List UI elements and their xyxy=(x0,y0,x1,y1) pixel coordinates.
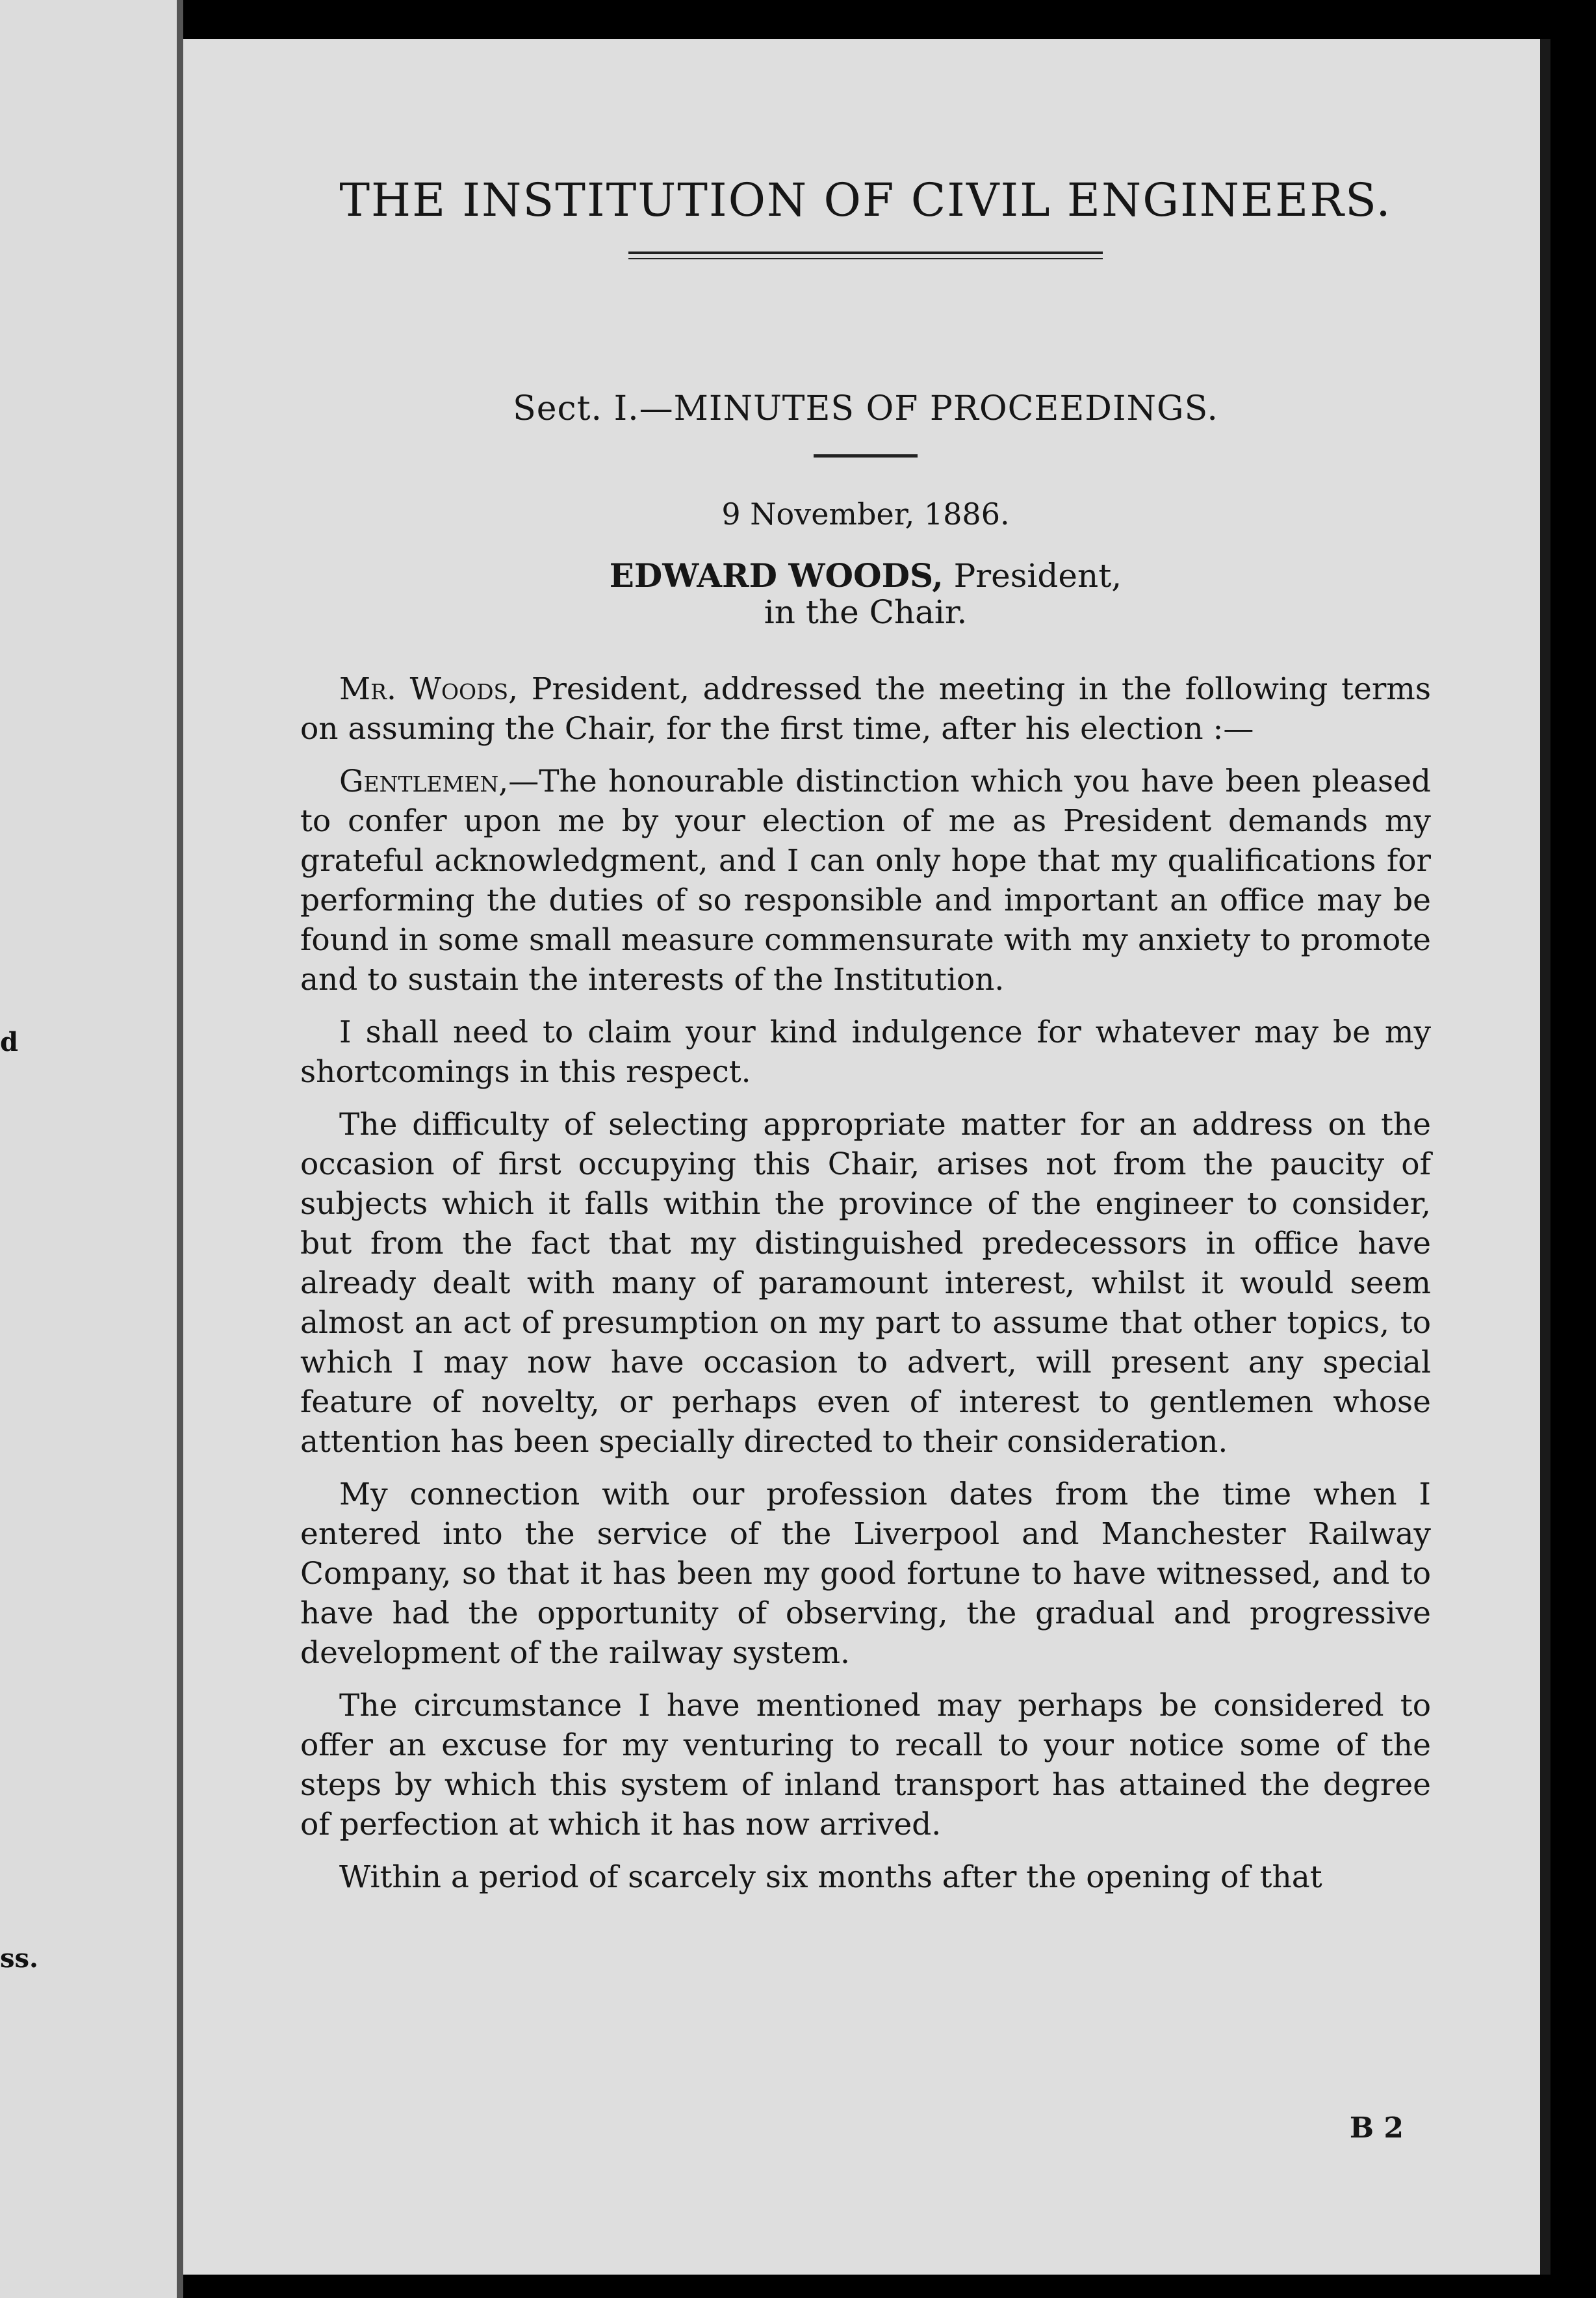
journal-title: THE INSTITUTION OF CIVIL ENGINEERS. xyxy=(339,174,1392,227)
body-text xyxy=(300,669,1431,1897)
address-paragraph: My connection with our profession dates from the time when I entered into the service of the Liverpool and Manchester Railway Company, so that it has been my good fortune to have witnessed, and to have had the opportunity of observing, the gradual and progressive development of the railway system. xyxy=(300,1477,1431,1671)
address-paragraph: The difficulty of selecting appropriate matter for an address on the occasion of first occupying this Chair, arises not from the paucity of subjects which it falls within the province of the engineer to consider, but from the fact that my distinguished predecessors in office have already dealt with many of paramount interest, whilst it would seem almost an act of presumption on my part to assume that other topics, to which I may now have occasion to advert, will present any special feature of novelty, or perhaps even of interest to gentlemen whose attention has been specially directed to their consideration. xyxy=(300,1107,1431,1460)
salutation: Gentlemen, xyxy=(339,764,509,799)
paragraph-text: —The honourable distinction which you have been pleased to confer upon me by your election of me as President demands my grateful acknowledgment, and I can only hope that my qualifications for performing the duties of so responsible and important an office may be found in some small measure commensurate with my anxiety to promote and to sustain the interests of the Institution. xyxy=(300,764,1431,998)
intro-paragraph xyxy=(300,669,1431,749)
adjacent-page xyxy=(0,0,183,2298)
address-paragraph xyxy=(300,762,1431,1000)
chair-line: in the Chair. xyxy=(764,593,968,631)
chair-name: EDWARD WOODS, xyxy=(609,556,944,595)
adjacent-page-fragment: d xyxy=(0,1027,18,1057)
page-content xyxy=(300,162,1431,1910)
chair-role: President, xyxy=(953,557,1122,595)
chair-block xyxy=(300,558,1431,630)
address-paragraph: Within a period of scarcely six months after the opening of that xyxy=(339,1859,1322,1895)
section-rule xyxy=(814,454,918,458)
adjacent-page-fragment: ss. xyxy=(0,1943,38,1974)
speaker-name: Mr. Woods, xyxy=(339,671,519,707)
address-paragraph: I shall need to claim your kind indulgence for whatever may be my shortcomings in this respect. xyxy=(300,1014,1431,1090)
document-page xyxy=(183,39,1551,2275)
title-rule xyxy=(628,252,1103,259)
intro-text: President, addressed the meeting in the following terms on assuming the Chair, for the first time, after his election :— xyxy=(300,671,1431,747)
meeting-date: 9 November, 1886. xyxy=(721,497,1010,532)
address-paragraph: The circumstance I have mentioned may perhaps be considered to offer an excuse for my venturing to recall to your notice some of the steps by which this system of inland transport has attained the degree of perfection at which it has now arrived. xyxy=(300,1688,1431,1842)
signature-mark: B 2 xyxy=(1349,2111,1404,2145)
section-title: Sect. I.—MINUTES OF PROCEEDINGS. xyxy=(513,389,1218,428)
